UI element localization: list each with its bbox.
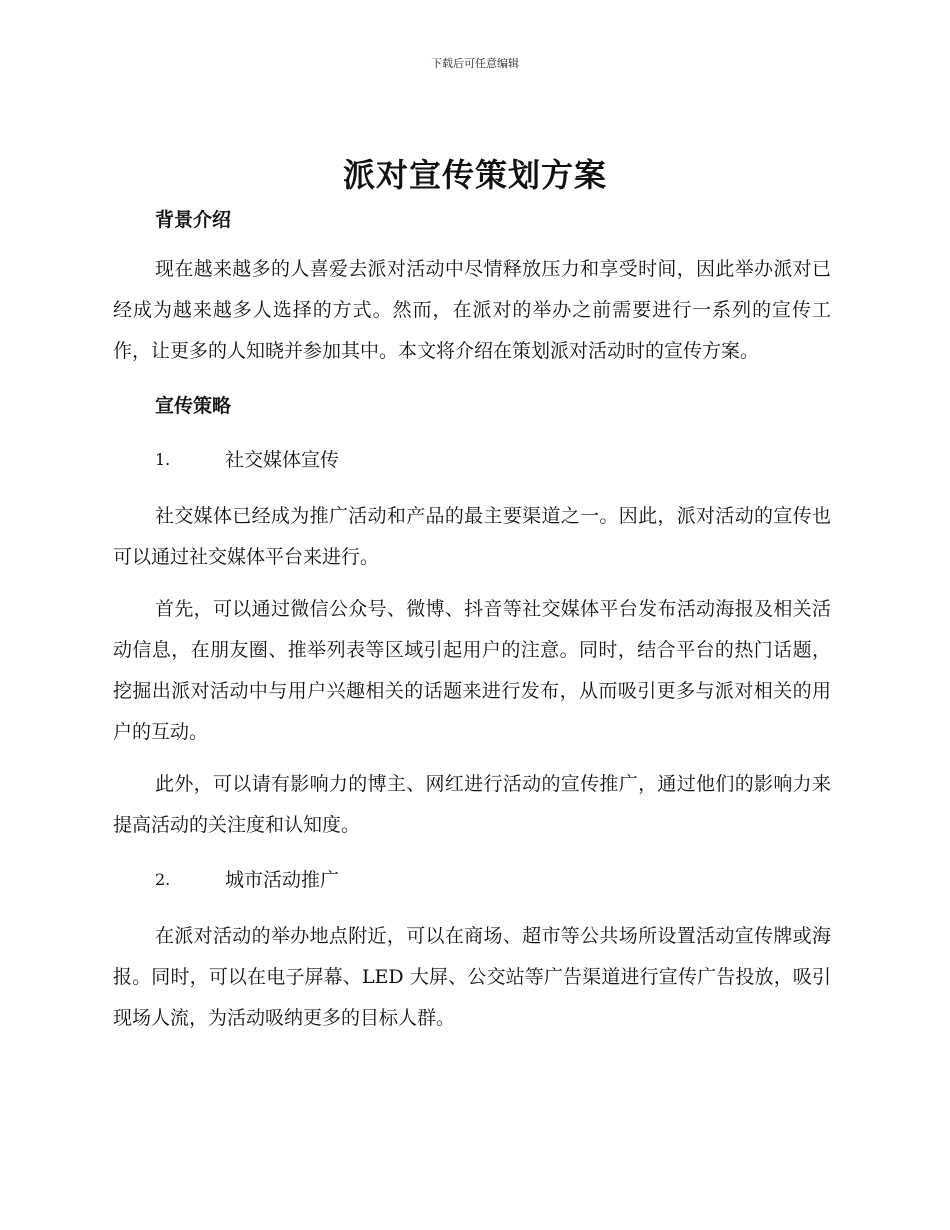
header-note: 下载后可任意编辑 bbox=[431, 57, 519, 70]
section-heading-strategy: 宣传策略 bbox=[155, 395, 232, 417]
section-heading-background: 背景介绍 bbox=[155, 209, 232, 231]
document-title: 派对宣传策划方案 bbox=[342, 156, 607, 194]
paragraph-social-media-2: 首先，可以通过微信公众号、微博、抖音等社交媒体平台发布活动海报及相关活动信息，在朋友圈、推举列表等区域引起用户的注意。同时，结合平台的热门话题，挖掘出派对活动中与用户兴趣相关的话题来进行发布，从而吸引更多与派对相关的用户的互动。 bbox=[113, 598, 831, 743]
paragraph-city-promotion-1: 在派对活动的举办地点附近，可以在商场、超市等公共场所设置活动宣传牌或海报。同时，可以在电子屏幕、LED 大屏、公交站等广告渠道进行宣传广告投放，吸引现场人流，为活动吸纳更多的目标人群。 bbox=[113, 925, 831, 1029]
list-number: 2. bbox=[155, 870, 171, 889]
list-item-label: 社交媒体宣传 bbox=[225, 449, 340, 471]
list-item-city-promotion bbox=[113, 864, 831, 896]
document-body bbox=[113, 204, 831, 1039]
list-number: 1. bbox=[155, 450, 171, 469]
paragraph-social-media-3: 此外，可以请有影响力的博主、网红进行活动的宣传推广，通过他们的影响力来提高活动的关注度和认知度。 bbox=[113, 773, 831, 836]
paragraph-background: 现在越来越多的人喜爱去派对活动中尽情释放压力和享受时间，因此举办派对已经成为越来越多人选择的方式。然而，在派对的举办之前需要进行一系列的宣传工作，让更多的人知晓并参加其中。本文将介绍在策划派对活动时的宣传方案。 bbox=[113, 258, 831, 362]
list-item-label: 城市活动推广 bbox=[225, 869, 340, 891]
paragraph-social-media-1: 社交媒体已经成为推广活动和产品的最主要渠道之一。因此，派对活动的宣传也可以通过社交媒体平台来进行。 bbox=[113, 505, 831, 568]
list-item-social-media bbox=[113, 444, 831, 476]
